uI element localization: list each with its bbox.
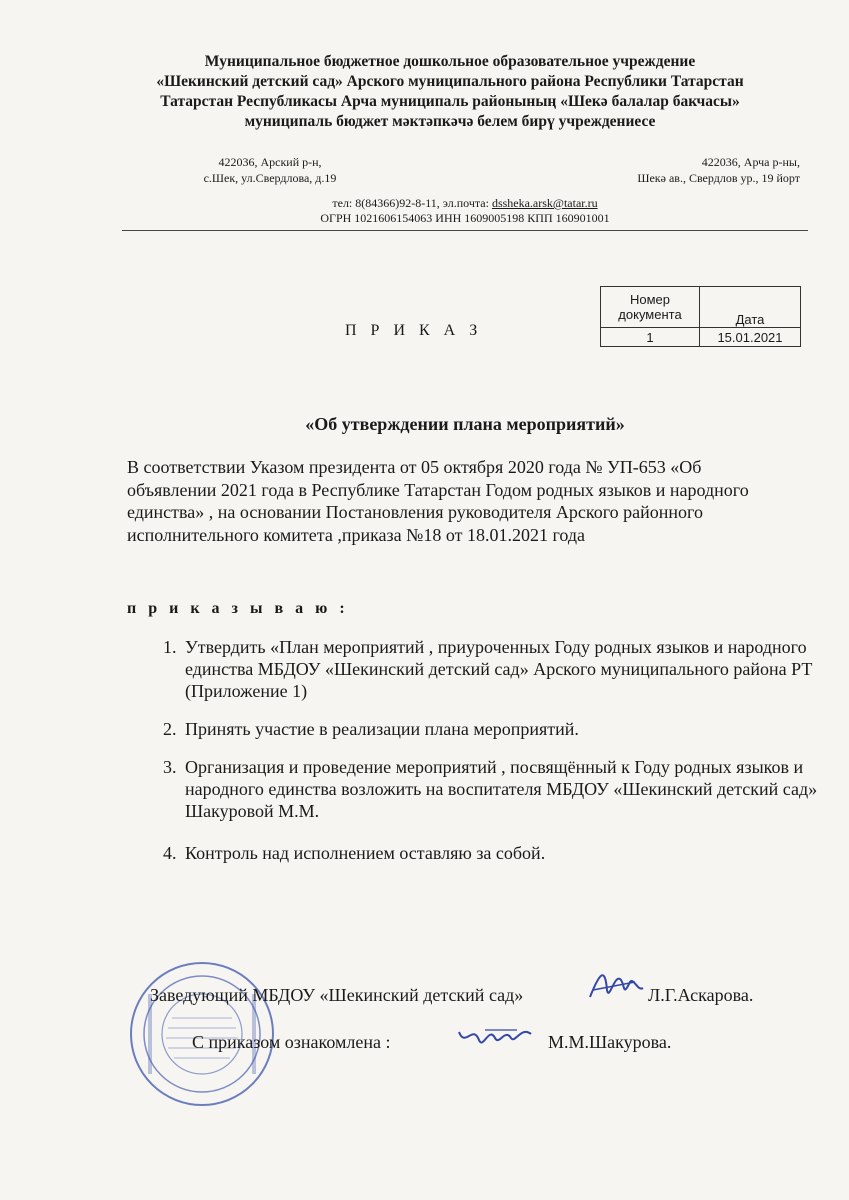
- registration-numbers: ОГРН 1021606154063 ИНН 1609005198 КПП 160901001: [320, 211, 610, 225]
- contacts-line-1: [250, 196, 680, 211]
- order-word: п р и к а з ы в а ю :: [127, 600, 349, 617]
- address-tt: [500, 154, 800, 186]
- header-line-1: Муниципальное бюджетное дошкольное образовательное учреждение: [204, 53, 696, 70]
- organization-header: [60, 52, 840, 132]
- order-item-2: 2. Принять участие в реализации плана мероприятий.: [181, 718, 831, 740]
- doc-date-header: Дата: [700, 287, 801, 328]
- header-divider: [122, 230, 808, 231]
- doc-number-value: 1: [601, 328, 700, 347]
- contacts: [250, 196, 680, 226]
- prikaz-heading: П Р И К А З: [345, 322, 483, 339]
- address-tt-line-2: Шекә ав., Свердлов ур., 19 йорт: [637, 171, 800, 185]
- acknowledgement-label: С приказом ознакомлена :: [192, 1032, 391, 1052]
- address-tt-line-1: 422036, Арча р-ны,: [701, 155, 800, 169]
- email-link[interactable]: dssheka.arsk@tatar.ru: [491, 196, 598, 210]
- header-line-4: муниципаль бюджет мәктәпкәчә белем бирү учреждениесе: [244, 113, 656, 130]
- acknowledgement-name: М.М.Шакурова.: [548, 1032, 672, 1052]
- order-items: [145, 624, 831, 864]
- header-line-2: «Шекинский детский сад» Арского муниципального района Республики Татарстан: [156, 73, 744, 90]
- order-item-4: 4. Контроль над исполнением оставляю за собой.: [181, 842, 831, 864]
- order-item-1: 1. Утвердить «План мероприятий , приуроченных Году родных языков и народного единства МБДОУ «Шекинский детский сад» Арского муниципального района РТ (Приложение 1): [181, 636, 831, 702]
- document-number-table: [600, 286, 801, 347]
- phone-text: тел: 8(84366)92-8-11, эл.почта:: [332, 196, 492, 210]
- header-line-3: Татарстан Республикасы Арча муниципаль районының «Шекә балалар бакчасы»: [160, 93, 740, 110]
- doc-number-header: Номер документа: [601, 287, 700, 328]
- head-name: Л.Г.Аскарова.: [648, 985, 754, 1005]
- doc-date-value: 15.01.2021: [700, 328, 801, 347]
- address-ru-line-1: 422036, Арский р-н,: [218, 155, 322, 169]
- address-ru: [160, 154, 380, 186]
- acknowledgement-signature-icon: [455, 1018, 535, 1058]
- head-signature-label: Заведующий МБДОУ «Шекинский детский сад»: [150, 985, 524, 1005]
- order-item-3: 3. Организация и проведение мероприятий , посвящённый к Году родных языков и народного единства возложить на воспитателя МБДОУ «Шекинский детский сад» Шакуровой М.М.: [181, 756, 831, 822]
- preamble-text: В соответствии Указом президента от 05 октября 2020 года № УП-653 «Об объявлении 2021 года в Республике Татарстан Годом родных языков и народного единства» , на основании Постановления руководителя Арского районного исполнительного комитета ,приказа №18 от 18.01.2021 года: [127, 457, 749, 545]
- address-ru-line-2: с.Шек, ул.Свердлова, д.19: [203, 171, 337, 185]
- document-title: «Об утверждении плана мероприятий»: [305, 414, 625, 434]
- head-signature-icon: [585, 962, 645, 1012]
